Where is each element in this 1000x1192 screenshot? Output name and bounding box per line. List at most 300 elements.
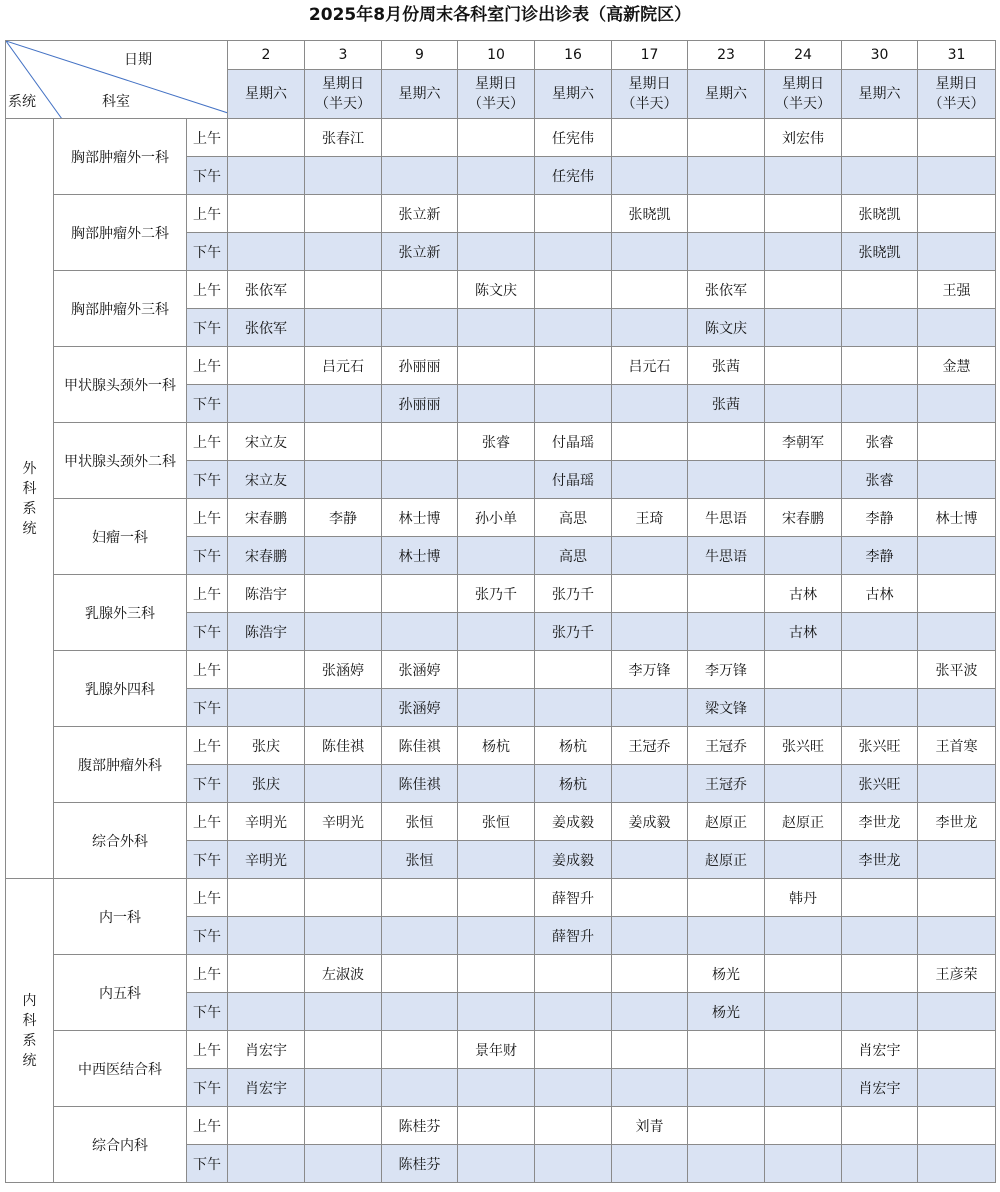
system-name-char: 统 <box>22 520 37 537</box>
doctor-cell: 林士博 <box>382 499 458 537</box>
doctor-cell <box>458 347 535 385</box>
department-name: 乳腺外三科 <box>54 575 187 651</box>
doctor-cell <box>918 879 996 917</box>
doctor-cell <box>918 385 996 423</box>
doctor-cell: 张庆 <box>228 727 305 765</box>
doctor-cell: 陈文庆 <box>458 271 535 309</box>
doctor-cell <box>228 347 305 385</box>
period-label: 下午 <box>187 613 228 651</box>
doctor-cell: 王首寒 <box>918 727 996 765</box>
doctor-cell <box>842 309 918 347</box>
doctor-cell: 林士博 <box>918 499 996 537</box>
doctor-cell <box>918 119 996 157</box>
table-row <box>6 1107 996 1145</box>
department-name: 综合外科 <box>54 803 187 879</box>
doctor-cell <box>765 1145 842 1183</box>
doctor-cell <box>688 1031 765 1069</box>
doctor-cell: 孙丽丽 <box>382 347 458 385</box>
doctor-cell: 杨杭 <box>535 765 612 803</box>
doctor-cell <box>918 1031 996 1069</box>
table-row <box>6 195 996 233</box>
page-title: 2025年8月份周末各科室门诊出诊表（高新院区） <box>308 5 692 25</box>
table-row <box>6 803 996 841</box>
doctor-cell <box>612 993 688 1031</box>
doctor-cell: 张乃千 <box>458 575 535 613</box>
doctor-cell <box>228 879 305 917</box>
weekday-text: （半天） <box>775 96 831 112</box>
system-name-char: 系 <box>22 1032 37 1049</box>
doctor-cell: 王冠乔 <box>612 727 688 765</box>
doctor-cell: 王冠乔 <box>688 727 765 765</box>
period-label: 上午 <box>187 879 228 917</box>
weekday-text: （半天） <box>468 96 524 112</box>
doctor-cell: 赵原正 <box>688 841 765 879</box>
table-row <box>6 119 996 157</box>
doctor-cell: 陈佳祺 <box>382 727 458 765</box>
doctor-cell <box>535 1145 612 1183</box>
doctor-cell: 宋春鹏 <box>765 499 842 537</box>
table-row <box>6 271 996 309</box>
doctor-cell <box>458 309 535 347</box>
doctor-cell <box>918 993 996 1031</box>
doctor-cell: 张平波 <box>918 651 996 689</box>
doctor-cell: 付晶瑶 <box>535 423 612 461</box>
doctor-cell <box>228 917 305 955</box>
doctor-cell <box>458 1107 535 1145</box>
schedule-table <box>5 40 996 1183</box>
system-name-char: 内 <box>22 992 37 1009</box>
doctor-cell: 张兴旺 <box>765 727 842 765</box>
doctor-cell: 孙小单 <box>458 499 535 537</box>
doctor-cell: 张依军 <box>228 309 305 347</box>
doctor-cell: 牛思语 <box>688 499 765 537</box>
weekday-header <box>228 70 305 119</box>
table-row <box>6 423 996 461</box>
weekday-text: （半天） <box>315 96 371 112</box>
header-corner <box>6 41 228 119</box>
weekday-text: 星期六 <box>552 86 594 102</box>
doctor-cell <box>688 613 765 651</box>
doctor-cell: 张乃千 <box>535 575 612 613</box>
doctor-cell: 金慧 <box>918 347 996 385</box>
doctor-cell <box>918 195 996 233</box>
department-name: 甲状腺头颈外二科 <box>54 423 187 499</box>
period-label: 上午 <box>187 1031 228 1069</box>
doctor-cell <box>765 195 842 233</box>
weekday-header <box>305 70 382 119</box>
weekday-header <box>382 70 458 119</box>
doctor-cell: 杨光 <box>688 993 765 1031</box>
doctor-cell: 陈浩宇 <box>228 575 305 613</box>
doctor-cell: 陈桂芬 <box>382 1107 458 1145</box>
period-label: 上午 <box>187 423 228 461</box>
doctor-cell <box>382 157 458 195</box>
doctor-cell: 肖宏宇 <box>842 1031 918 1069</box>
doctor-cell <box>842 1107 918 1145</box>
doctor-cell: 姜成毅 <box>612 803 688 841</box>
period-label: 下午 <box>187 917 228 955</box>
doctor-cell <box>458 917 535 955</box>
period-label: 上午 <box>187 499 228 537</box>
date-header: 2 <box>228 41 305 70</box>
doctor-cell: 肖宏宇 <box>228 1031 305 1069</box>
doctor-cell <box>305 613 382 651</box>
doctor-cell <box>918 461 996 499</box>
doctor-cell <box>918 157 996 195</box>
doctor-cell: 赵原正 <box>765 803 842 841</box>
doctor-cell <box>458 119 535 157</box>
doctor-cell <box>918 423 996 461</box>
doctor-cell: 陈桂芬 <box>382 1145 458 1183</box>
doctor-cell: 陈佳祺 <box>382 765 458 803</box>
doctor-cell <box>688 1145 765 1183</box>
doctor-cell: 吕元石 <box>612 347 688 385</box>
doctor-cell: 张晓凯 <box>842 233 918 271</box>
doctor-cell <box>228 993 305 1031</box>
date-header: 3 <box>305 41 382 70</box>
department-name: 内一科 <box>54 879 187 955</box>
period-label: 下午 <box>187 233 228 271</box>
doctor-cell <box>305 195 382 233</box>
weekday-header <box>688 70 765 119</box>
doctor-cell <box>535 233 612 271</box>
doctor-cell: 张睿 <box>842 423 918 461</box>
doctor-cell: 李世龙 <box>842 841 918 879</box>
doctor-cell <box>458 461 535 499</box>
doctor-cell <box>765 537 842 575</box>
doctor-cell <box>458 157 535 195</box>
doctor-cell <box>382 309 458 347</box>
doctor-cell <box>918 917 996 955</box>
doctor-cell: 陈文庆 <box>688 309 765 347</box>
doctor-cell <box>305 1107 382 1145</box>
doctor-cell: 赵原正 <box>688 803 765 841</box>
doctor-cell <box>918 575 996 613</box>
period-label: 下午 <box>187 765 228 803</box>
doctor-cell <box>765 651 842 689</box>
doctor-cell <box>458 385 535 423</box>
doctor-cell <box>688 461 765 499</box>
doctor-cell <box>612 157 688 195</box>
doctor-cell <box>535 651 612 689</box>
doctor-cell <box>612 689 688 727</box>
doctor-cell <box>688 879 765 917</box>
doctor-cell <box>842 119 918 157</box>
doctor-cell <box>612 385 688 423</box>
period-label: 上午 <box>187 803 228 841</box>
period-label: 下午 <box>187 1145 228 1183</box>
doctor-cell: 张兴旺 <box>842 765 918 803</box>
doctor-cell: 张春江 <box>305 119 382 157</box>
doctor-cell: 任宪伟 <box>535 119 612 157</box>
doctor-cell: 张依军 <box>688 271 765 309</box>
period-label: 下午 <box>187 537 228 575</box>
doctor-cell: 李静 <box>305 499 382 537</box>
doctor-cell <box>918 613 996 651</box>
doctor-cell <box>765 233 842 271</box>
doctor-cell <box>918 233 996 271</box>
doctor-cell <box>765 993 842 1031</box>
doctor-cell <box>382 613 458 651</box>
doctor-cell: 肖宏宇 <box>228 1069 305 1107</box>
doctor-cell: 林士博 <box>382 537 458 575</box>
doctor-cell <box>765 917 842 955</box>
weekday-header <box>918 70 996 119</box>
weekday-text: （半天） <box>621 96 678 112</box>
doctor-cell <box>612 879 688 917</box>
period-label: 下午 <box>187 385 228 423</box>
doctor-cell: 宋立友 <box>228 461 305 499</box>
doctor-cell <box>305 1031 382 1069</box>
doctor-cell <box>842 347 918 385</box>
doctor-cell <box>305 765 382 803</box>
doctor-cell <box>535 955 612 993</box>
doctor-cell <box>382 1069 458 1107</box>
system-name-char: 系 <box>22 500 37 517</box>
doctor-cell: 李万锋 <box>688 651 765 689</box>
doctor-cell <box>382 461 458 499</box>
doctor-cell <box>765 841 842 879</box>
doctor-cell <box>612 613 688 651</box>
doctor-cell: 梁文锋 <box>688 689 765 727</box>
doctor-cell <box>382 575 458 613</box>
period-label: 上午 <box>187 271 228 309</box>
doctor-cell <box>612 1069 688 1107</box>
doctor-cell <box>765 1107 842 1145</box>
doctor-cell <box>688 119 765 157</box>
doctor-cell <box>842 385 918 423</box>
doctor-cell <box>535 689 612 727</box>
doctor-cell: 高思 <box>535 537 612 575</box>
doctor-cell: 张立新 <box>382 233 458 271</box>
doctor-cell <box>612 233 688 271</box>
doctor-cell: 张恒 <box>458 803 535 841</box>
weekday-text: 星期日 <box>935 76 978 92</box>
doctor-cell: 张立新 <box>382 195 458 233</box>
doctor-cell <box>612 537 688 575</box>
doctor-cell: 张恒 <box>382 841 458 879</box>
doctor-cell: 任宪伟 <box>535 157 612 195</box>
doctor-cell <box>612 119 688 157</box>
doctor-cell: 左淑波 <box>305 955 382 993</box>
doctor-cell <box>918 765 996 803</box>
doctor-cell <box>612 271 688 309</box>
system-name-char: 科 <box>22 1012 37 1029</box>
period-label: 上午 <box>187 955 228 993</box>
weekday-text: 星期六 <box>858 86 901 102</box>
period-label: 下午 <box>187 993 228 1031</box>
department-label: 科室 <box>102 94 130 110</box>
doctor-cell <box>382 879 458 917</box>
doctor-cell: 王强 <box>918 271 996 309</box>
doctor-cell: 李朝军 <box>765 423 842 461</box>
doctor-cell <box>918 689 996 727</box>
doctor-cell <box>612 955 688 993</box>
doctor-cell <box>765 955 842 993</box>
doctor-cell <box>305 575 382 613</box>
doctor-cell <box>918 1069 996 1107</box>
doctor-cell: 张庆 <box>228 765 305 803</box>
doctor-cell <box>382 1031 458 1069</box>
doctor-cell <box>228 1107 305 1145</box>
table-row <box>6 651 996 689</box>
doctor-cell: 韩丹 <box>765 879 842 917</box>
doctor-cell <box>458 233 535 271</box>
doctor-cell <box>688 233 765 271</box>
doctor-cell <box>918 309 996 347</box>
doctor-cell <box>458 613 535 651</box>
doctor-cell <box>612 841 688 879</box>
doctor-cell <box>765 309 842 347</box>
doctor-cell: 付晶瑶 <box>535 461 612 499</box>
doctor-cell <box>382 917 458 955</box>
period-label: 上午 <box>187 575 228 613</box>
doctor-cell: 薛智升 <box>535 879 612 917</box>
department-name: 综合内科 <box>54 1107 187 1183</box>
weekday-text: 星期日 <box>628 76 671 92</box>
doctor-cell <box>305 461 382 499</box>
doctor-cell <box>842 271 918 309</box>
doctor-cell: 王琦 <box>612 499 688 537</box>
doctor-cell <box>458 841 535 879</box>
doctor-cell: 宋春鹏 <box>228 537 305 575</box>
table-row <box>6 347 996 385</box>
doctor-cell <box>458 955 535 993</box>
period-label: 上午 <box>187 347 228 385</box>
doctor-cell <box>305 1069 382 1107</box>
date-header: 31 <box>918 41 996 70</box>
date-header: 16 <box>535 41 612 70</box>
doctor-cell: 辛明光 <box>305 803 382 841</box>
doctor-cell <box>228 385 305 423</box>
doctor-cell <box>382 119 458 157</box>
doctor-cell <box>228 651 305 689</box>
doctor-cell: 张茜 <box>688 385 765 423</box>
period-label: 上午 <box>187 727 228 765</box>
doctor-cell <box>612 765 688 803</box>
weekday-header <box>765 70 842 119</box>
period-label: 下午 <box>187 1069 228 1107</box>
doctor-cell <box>535 347 612 385</box>
doctor-cell <box>765 271 842 309</box>
doctor-cell <box>228 1145 305 1183</box>
doctor-cell <box>918 1107 996 1145</box>
date-header: 10 <box>458 41 535 70</box>
system-name <box>6 119 54 879</box>
weekday-header <box>842 70 918 119</box>
doctor-cell: 李静 <box>842 499 918 537</box>
doctor-cell <box>382 423 458 461</box>
doctor-cell: 张恒 <box>382 803 458 841</box>
weekday-text: 星期日 <box>475 76 517 92</box>
department-name: 胸部肿瘤外二科 <box>54 195 187 271</box>
weekday-text: （半天） <box>928 96 985 112</box>
doctor-cell: 杨光 <box>688 955 765 993</box>
doctor-cell: 辛明光 <box>228 803 305 841</box>
doctor-cell: 吕元石 <box>305 347 382 385</box>
doctor-cell: 景年财 <box>458 1031 535 1069</box>
date-header: 23 <box>688 41 765 70</box>
period-label: 下午 <box>187 841 228 879</box>
doctor-cell: 张茜 <box>688 347 765 385</box>
doctor-cell <box>458 879 535 917</box>
doctor-cell <box>842 613 918 651</box>
doctor-cell <box>765 1069 842 1107</box>
period-label: 下午 <box>187 461 228 499</box>
doctor-cell: 辛明光 <box>228 841 305 879</box>
doctor-cell <box>305 689 382 727</box>
period-label: 上午 <box>187 651 228 689</box>
doctor-cell <box>535 1069 612 1107</box>
doctor-cell <box>305 537 382 575</box>
doctor-cell: 陈浩宇 <box>228 613 305 651</box>
doctor-cell: 张涵婷 <box>382 651 458 689</box>
table-row <box>6 575 996 613</box>
doctor-cell <box>305 879 382 917</box>
weekday-header <box>535 70 612 119</box>
doctor-cell: 陈佳祺 <box>305 727 382 765</box>
doctor-cell: 王冠乔 <box>688 765 765 803</box>
doctor-cell <box>918 537 996 575</box>
doctor-cell <box>382 271 458 309</box>
weekday-text: 星期六 <box>245 86 287 102</box>
system-name-char: 统 <box>22 1052 37 1069</box>
doctor-cell <box>535 195 612 233</box>
doctor-cell <box>458 765 535 803</box>
weekday-header <box>612 70 688 119</box>
doctor-cell <box>458 537 535 575</box>
doctor-cell <box>688 157 765 195</box>
doctor-cell: 肖宏宇 <box>842 1069 918 1107</box>
doctor-cell <box>612 1145 688 1183</box>
table-row <box>6 879 996 917</box>
table-row <box>6 499 996 537</box>
doctor-cell <box>305 841 382 879</box>
table-row <box>6 955 996 993</box>
doctor-cell: 张晓凯 <box>842 195 918 233</box>
doctor-cell <box>688 423 765 461</box>
doctor-cell <box>842 1145 918 1183</box>
doctor-cell <box>842 689 918 727</box>
doctor-cell <box>765 385 842 423</box>
weekday-text: 星期六 <box>705 86 747 102</box>
doctor-cell <box>458 689 535 727</box>
doctor-cell: 刘青 <box>612 1107 688 1145</box>
doctor-cell: 古林 <box>765 575 842 613</box>
doctor-cell <box>458 1145 535 1183</box>
doctor-cell: 李静 <box>842 537 918 575</box>
period-label: 下午 <box>187 689 228 727</box>
doctor-cell: 张涵婷 <box>382 689 458 727</box>
doctor-cell: 牛思语 <box>688 537 765 575</box>
doctor-cell <box>842 955 918 993</box>
table-row <box>6 727 996 765</box>
department-name: 中西医结合科 <box>54 1031 187 1107</box>
doctor-cell: 杨杭 <box>458 727 535 765</box>
doctor-cell <box>688 1069 765 1107</box>
doctor-cell: 张乃千 <box>535 613 612 651</box>
doctor-cell <box>612 575 688 613</box>
doctor-cell <box>458 195 535 233</box>
doctor-cell <box>535 309 612 347</box>
schedule-body <box>6 119 996 1183</box>
doctor-cell <box>382 993 458 1031</box>
date-header: 30 <box>842 41 918 70</box>
doctor-cell <box>765 765 842 803</box>
doctor-cell: 姜成毅 <box>535 841 612 879</box>
doctor-cell: 古林 <box>842 575 918 613</box>
system-name-char: 科 <box>22 480 37 497</box>
